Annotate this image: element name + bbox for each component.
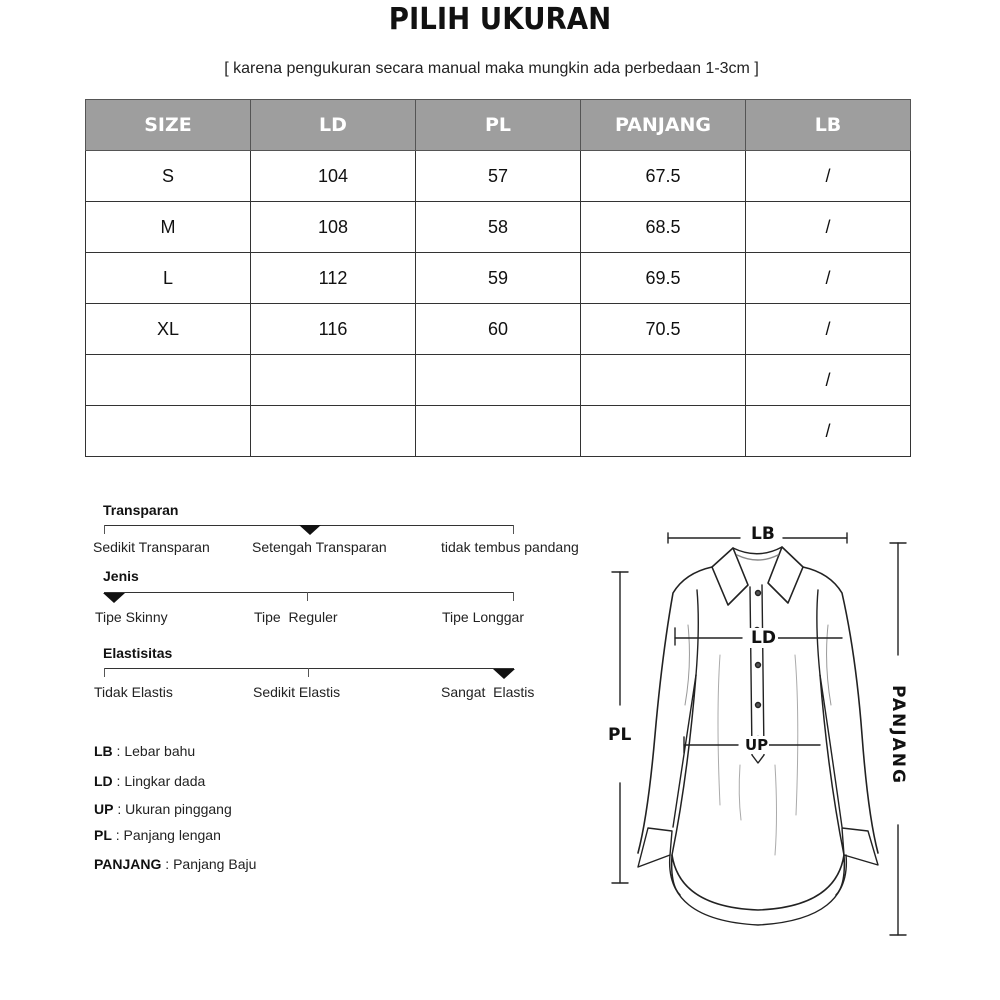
legend-item-ld (94, 773, 205, 789)
legend-desc: : Lingkar dada (112, 773, 206, 789)
column-header-ld: LD (251, 100, 416, 151)
scale-tick (308, 668, 309, 677)
scale-label-low: Sedikit Transparan (93, 539, 210, 555)
scale-line (104, 668, 514, 669)
cell-size: S (86, 151, 251, 202)
cell-panjang: 69.5 (581, 253, 746, 304)
cell-ld: 104 (251, 151, 416, 202)
legend-item-lb (94, 743, 195, 759)
cell-size: L (86, 253, 251, 304)
shirt-measurement-diagram (600, 515, 920, 945)
cell-size (86, 406, 251, 457)
scale-label-high: Sangat Elastis (441, 684, 535, 700)
scale-elastisitas (93, 645, 593, 705)
scale-label-mid: Sedikit Elastis (253, 684, 341, 700)
diagram-label-ld: LD (751, 628, 776, 648)
cell-ld: 112 (251, 253, 416, 304)
legend-desc: : Ukuran pinggang (113, 801, 232, 817)
cell-ld: 116 (251, 304, 416, 355)
size-chart-table (85, 99, 911, 457)
column-header-pl: PL (416, 100, 581, 151)
legend-abbr: PANJANG (94, 856, 162, 872)
scale-label-high: tidak tembus pandang (441, 539, 579, 555)
table-row (86, 253, 911, 304)
scale-tick (104, 525, 105, 534)
table-header-row (86, 100, 911, 151)
scale-jenis (93, 568, 593, 628)
cell-ld (251, 406, 416, 457)
cell-pl: 58 (416, 202, 581, 253)
cell-panjang (581, 406, 746, 457)
scale-label-low: Tipe Skinny (95, 609, 168, 625)
legend-item-pl (94, 827, 221, 843)
column-header-lb: LB (746, 100, 911, 151)
scale-title: Elastisitas (103, 645, 173, 661)
table-row (86, 202, 911, 253)
cell-size: XL (86, 304, 251, 355)
table-row (86, 355, 911, 406)
scale-label-high: Tipe Longgar (442, 609, 524, 625)
legend-item-panjang (94, 856, 256, 872)
cell-lb: / (746, 304, 911, 355)
cell-pl (416, 355, 581, 406)
cell-size (86, 355, 251, 406)
scale-label-mid: Setengah Transparan (252, 539, 387, 555)
selected-marker-icon (493, 669, 515, 679)
cell-panjang: 70.5 (581, 304, 746, 355)
table-row (86, 304, 911, 355)
diagram-label-up: UP (745, 736, 769, 754)
cell-ld: 108 (251, 202, 416, 253)
diagram-label-pl: PL (608, 725, 632, 745)
cell-lb: / (746, 151, 911, 202)
table-row (86, 151, 911, 202)
scale-tick (513, 525, 514, 534)
scale-tick (513, 592, 514, 601)
cell-size: M (86, 202, 251, 253)
legend-abbr: PL (94, 827, 112, 843)
scale-tick (307, 592, 308, 601)
legend-desc: : Panjang lengan (111, 827, 221, 843)
cell-lb: / (746, 253, 911, 304)
legend-item-up (94, 801, 232, 817)
column-header-size: SIZE (86, 100, 251, 151)
cell-panjang (581, 355, 746, 406)
scale-label-mid: Tipe Reguler (254, 609, 338, 625)
cell-panjang: 68.5 (581, 202, 746, 253)
scale-title: Transparan (103, 502, 179, 518)
selected-marker-icon (103, 593, 125, 603)
cell-lb: / (746, 406, 911, 457)
scale-title: Jenis (103, 568, 139, 584)
cell-pl: 57 (416, 151, 581, 202)
diagram-label-lb: LB (748, 524, 778, 544)
legend-desc: : Lebar bahu (112, 743, 196, 759)
legend-abbr: LD (94, 773, 113, 789)
cell-pl: 59 (416, 253, 581, 304)
cell-ld (251, 355, 416, 406)
shirt-illustration-icon (600, 515, 920, 945)
diagram-label-panjang: PANJANG (888, 685, 908, 785)
page-title: PILIH UKURAN (388, 2, 612, 37)
cell-pl: 60 (416, 304, 581, 355)
measurement-note: [ karena pengukuran secara manual maka mungkin ada perbedaan 1-3cm ] (224, 60, 759, 77)
cell-lb: / (746, 355, 911, 406)
scale-tick (104, 668, 105, 677)
cell-panjang: 67.5 (581, 151, 746, 202)
legend-abbr: LB (94, 743, 113, 759)
scale-transparan (93, 502, 593, 562)
selected-marker-icon (299, 525, 321, 535)
column-header-panjang: PANJANG (581, 100, 746, 151)
legend-abbr: UP (94, 801, 114, 817)
scale-line (104, 592, 514, 593)
scale-label-low: Tidak Elastis (94, 684, 173, 700)
table-row (86, 406, 911, 457)
cell-lb: / (746, 202, 911, 253)
legend-desc: : Panjang Baju (161, 856, 257, 872)
cell-pl (416, 406, 581, 457)
